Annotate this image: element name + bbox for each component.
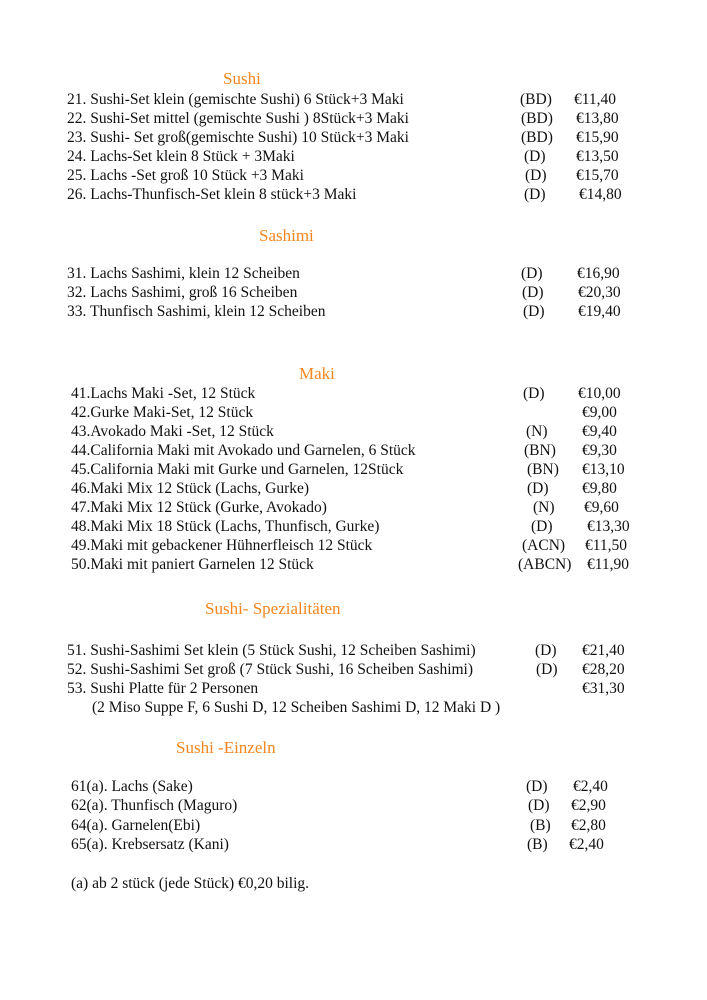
item-name: 41.Lachs Maki -Set, 12 Stück xyxy=(71,385,256,402)
item-price: €20,30 xyxy=(578,284,621,301)
item-name: 48.Maki Mix 18 Stück (Lachs, Thunfisch, Gurke) xyxy=(71,518,380,535)
item-name: 22. Sushi-Set mittel (gemischte Sushi ) 8Stück+3 Maki xyxy=(67,110,409,127)
item-name: 47.Maki Mix 12 Stück (Gurke, Avokado) xyxy=(71,499,327,516)
item-allergen: (ABCN) xyxy=(518,556,572,573)
item-allergen: (D) xyxy=(524,148,546,165)
menu-item xyxy=(0,797,707,816)
section-heading-sushi-einzeln: Sushi -Einzeln xyxy=(176,738,276,757)
item-name: 24. Lachs-Set klein 8 Stück + 3Maki xyxy=(67,148,295,165)
menu-item xyxy=(0,404,707,423)
item-allergen: (BN) xyxy=(524,442,556,459)
item-allergen: (D) xyxy=(528,797,550,814)
menu-item xyxy=(0,91,707,110)
item-price: €9,00 xyxy=(582,404,617,421)
item-price: €10,00 xyxy=(578,385,621,402)
menu-item xyxy=(0,661,707,680)
item-price: €9,30 xyxy=(582,442,617,459)
item-name: 31. Lachs Sashimi, klein 12 Scheiben xyxy=(67,265,300,282)
item-name: 44.California Maki mit Avokado und Garnelen, 6 Stück xyxy=(71,442,416,459)
item-price: €11,50 xyxy=(585,537,628,554)
menu-item xyxy=(0,836,707,855)
item-allergen: (D) xyxy=(525,167,547,184)
section-heading-sushi: Sushi xyxy=(223,69,261,88)
section-heading-maki: Maki xyxy=(299,364,335,383)
item-price: €15,90 xyxy=(576,129,619,146)
item-name: 21. Sushi-Set klein (gemischte Sushi) 6 Stück+3 Maki xyxy=(67,91,404,108)
item-allergen: (D) xyxy=(523,303,545,320)
item-name: 62(a). Thunfisch (Maguro) xyxy=(71,797,238,814)
item-price: €13,80 xyxy=(576,110,619,127)
item-name: 51. Sushi-Sashimi Set klein (5 Stück Sushi, 12 Scheiben Sashimi) xyxy=(67,642,476,659)
section-heading-sushi-spezialitaeten: Sushi- Spezialitäten xyxy=(205,599,341,618)
item-allergen: (D) xyxy=(536,661,558,678)
menu-item xyxy=(0,186,707,205)
item-allergen: (BN) xyxy=(527,461,559,478)
item-allergen: (D) xyxy=(527,480,549,497)
item-allergen: (BD) xyxy=(521,110,553,127)
item-price: €16,90 xyxy=(577,265,620,282)
footnote: (a) ab 2 stück (jede Stück) €0,20 bilig. xyxy=(71,875,310,892)
item-price: €9,40 xyxy=(582,423,617,440)
menu-item xyxy=(0,518,707,537)
menu-item xyxy=(0,778,707,797)
menu-item xyxy=(0,265,707,284)
menu-item xyxy=(0,537,707,556)
item-price: €28,20 xyxy=(582,661,625,678)
item-name: 26. Lachs-Thunfisch-Set klein 8 stück+3 Maki xyxy=(67,186,357,203)
section-heading-sashimi: Sashimi xyxy=(259,226,314,245)
item-allergen: (D) xyxy=(524,186,546,203)
menu-item xyxy=(0,461,707,480)
item-allergen: (D) xyxy=(521,265,543,282)
menu-item xyxy=(0,442,707,461)
item-price: €13,30 xyxy=(587,518,630,535)
item-name: 46.Maki Mix 12 Stück (Lachs, Gurke) xyxy=(71,480,310,497)
item-name: 45.California Maki mit Gurke und Garnelen, 12Stück xyxy=(71,461,404,478)
item-price: €13,50 xyxy=(576,148,619,165)
item-name: 53. Sushi Platte für 2 Personen xyxy=(67,680,259,697)
item-allergen: (D) xyxy=(523,385,545,402)
item-price: €2,90 xyxy=(571,797,606,814)
item-name: 32. Lachs Sashimi, groß 16 Scheiben xyxy=(67,284,298,301)
item-allergen: (N) xyxy=(533,499,555,516)
item-price: €9,60 xyxy=(584,499,619,516)
item-price: €31,30 xyxy=(582,680,625,697)
item-allergen: (B) xyxy=(530,817,551,834)
item-subnote: (2 Miso Suppe F, 6 Sushi D, 12 Scheiben Sashimi D, 12 Maki D ) xyxy=(92,699,501,716)
item-price: €2,40 xyxy=(573,778,608,795)
item-name: 64(a). Garnelen(Ebi) xyxy=(71,817,201,834)
item-name: 33. Thunfisch Sashimi, klein 12 Scheiben xyxy=(67,303,326,320)
item-allergen: (D) xyxy=(526,778,548,795)
item-name: 50.Maki mit paniert Garnelen 12 Stück xyxy=(71,556,314,573)
item-price: €11,90 xyxy=(587,556,630,573)
item-price: €19,40 xyxy=(578,303,621,320)
item-name: 61(a). Lachs (Sake) xyxy=(71,778,193,795)
item-name: 52. Sushi-Sashimi Set groß (7 Stück Sushi, 16 Scheiben Sashimi) xyxy=(67,661,474,678)
menu-item xyxy=(0,303,707,322)
item-price: €2,40 xyxy=(569,836,604,853)
menu-item xyxy=(0,556,707,575)
item-name: 23. Sushi- Set groß(gemischte Sushi) 10 Stück+3 Maki xyxy=(67,129,409,146)
menu-item xyxy=(0,284,707,303)
item-allergen: (D) xyxy=(535,642,557,659)
menu-item xyxy=(0,148,707,167)
item-allergen: (BD) xyxy=(520,91,552,108)
item-allergen: (D) xyxy=(522,284,544,301)
item-allergen: (D) xyxy=(531,518,553,535)
item-name: 25. Lachs -Set groß 10 Stück +3 Maki xyxy=(67,167,304,184)
menu-item xyxy=(0,129,707,148)
item-name: 49.Maki mit gebackener Hühnerfleisch 12 Stück xyxy=(71,537,373,554)
item-price: €15,70 xyxy=(576,167,619,184)
menu-item xyxy=(0,817,707,836)
menu-item xyxy=(0,110,707,129)
menu-item xyxy=(0,480,707,499)
item-price: €13,10 xyxy=(582,461,625,478)
item-price: €11,40 xyxy=(574,91,617,108)
menu-item xyxy=(0,423,707,442)
item-allergen: (B) xyxy=(527,836,548,853)
menu-item xyxy=(0,680,707,699)
item-name: 42.Gurke Maki-Set, 12 Stück xyxy=(71,404,254,421)
menu-item xyxy=(0,499,707,518)
item-price: €9,80 xyxy=(582,480,617,497)
item-name: 43.Avokado Maki -Set, 12 Stück xyxy=(71,423,274,440)
menu-item xyxy=(0,385,707,404)
item-price: €14,80 xyxy=(579,186,622,203)
item-allergen: (N) xyxy=(526,423,548,440)
menu-item xyxy=(0,167,707,186)
item-price: €2,80 xyxy=(571,817,606,834)
item-name: 65(a). Krebsersatz (Kani) xyxy=(71,836,229,853)
item-price: €21,40 xyxy=(582,642,625,659)
menu-item xyxy=(0,642,707,661)
item-allergen: (ACN) xyxy=(522,537,566,554)
item-allergen: (BD) xyxy=(521,129,553,146)
